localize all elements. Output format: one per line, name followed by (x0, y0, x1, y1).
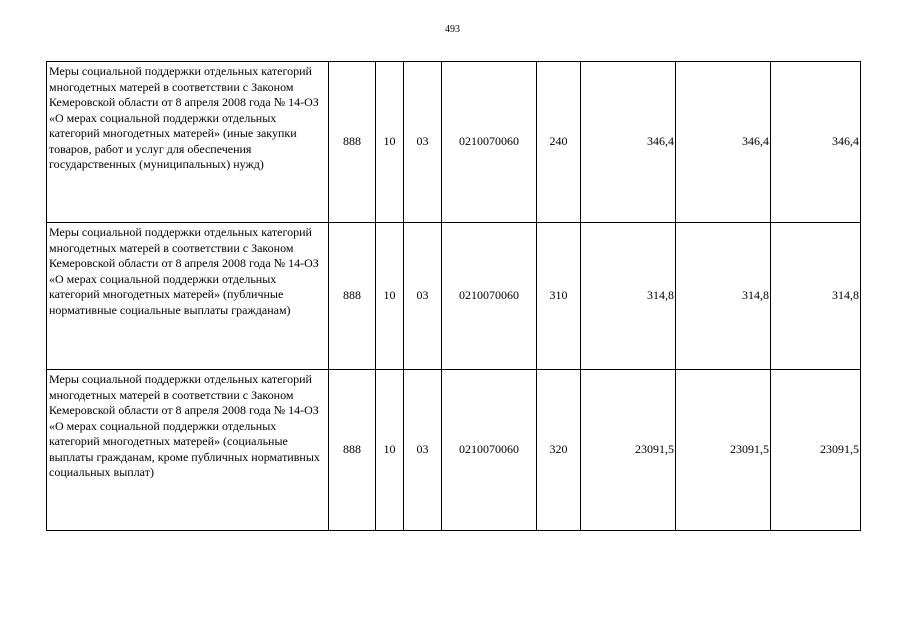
sum-year-1: 314,8 (581, 223, 676, 370)
sum-year-1: 346,4 (581, 62, 676, 223)
subsection-code: 03 (404, 370, 442, 531)
page-number: 493 (445, 24, 460, 35)
section-code: 10 (376, 223, 404, 370)
ministry-code: 888 (329, 370, 376, 531)
sum-year-2: 23091,5 (676, 370, 771, 531)
row-description: Меры социальной поддержки отдельных категорий многодетных матерей в соответствии с Законом Кемеровской области от 8 апреля 2008 года № 14-ОЗ «О мерах социальной поддержки отдельных категорий многодетных матерей» (публичные нормативные социальные выплаты гражданам) (47, 223, 329, 370)
budget-table (46, 61, 861, 531)
sum-year-1: 23091,5 (581, 370, 676, 531)
expense-type-code: 310 (537, 223, 581, 370)
row-description: Меры социальной поддержки отдельных категорий многодетных матерей в соответствии с Законом Кемеровской области от 8 апреля 2008 года № 14-ОЗ «О мерах социальной поддержки отдельных категорий многодетных матерей» (социальные выплаты гражданам, кроме публичных нормативных социальных выплат) (47, 370, 329, 531)
row-description: Меры социальной поддержки отдельных категорий многодетных матерей в соответствии с Законом Кемеровской области от 8 апреля 2008 года № 14-ОЗ «О мерах социальной поддержки отдельных категорий многодетных матерей» (иные закупки товаров, работ и услуг для обеспечения государственных (муниципальных) нужд) (47, 62, 329, 223)
section-code: 10 (376, 370, 404, 531)
expense-type-code: 320 (537, 370, 581, 531)
ministry-code: 888 (329, 223, 376, 370)
section-code: 10 (376, 62, 404, 223)
ministry-code: 888 (329, 62, 376, 223)
sum-year-2: 346,4 (676, 62, 771, 223)
sum-year-3: 346,4 (771, 62, 861, 223)
sum-year-3: 23091,5 (771, 370, 861, 531)
sum-year-2: 314,8 (676, 223, 771, 370)
expense-type-code: 240 (537, 62, 581, 223)
table-row (47, 370, 861, 531)
target-article-code: 0210070060 (442, 223, 537, 370)
sum-year-3: 314,8 (771, 223, 861, 370)
table-row (47, 62, 861, 223)
subsection-code: 03 (404, 223, 442, 370)
subsection-code: 03 (404, 62, 442, 223)
table-row (47, 223, 861, 370)
target-article-code: 0210070060 (442, 370, 537, 531)
target-article-code: 0210070060 (442, 62, 537, 223)
